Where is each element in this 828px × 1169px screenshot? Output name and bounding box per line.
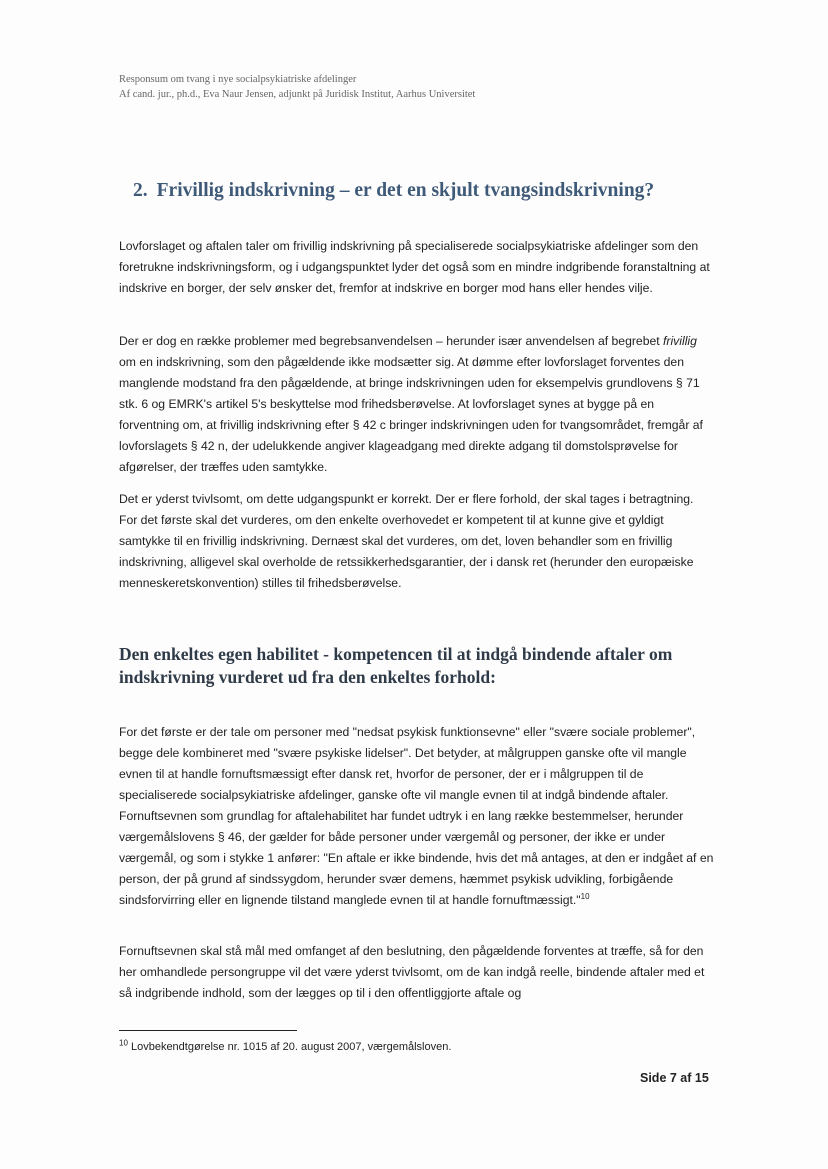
subheading: Den enkeltes egen habilitet - kompetencen til at indgå bindende aftaler om indskrivning vurderet ud fra den enkeltes forhold: [119,644,673,687]
footnote-text: Lovbekendtgørelse nr. 1015 af 20. august 2007, værgemålsloven. [130,1041,452,1053]
footnote [119,1040,451,1055]
section-heading [133,180,773,202]
page-number: Side 7 af 15 [640,1071,709,1085]
footnote-divider [119,1030,297,1031]
paragraph-2-rest: om en indskrivning, som den pågældende ikke modsætter sig. At dømme efter lovforslaget forventes den manglende modstand fra den pågældende, at bringe indskrivningen uden for eksempelvis grundlovens § 71 stk. 6 og EMRK's artikel 5's beskyttelse mod frihedsberøvelse. At lovforslaget synes at bygge på en forventning om, at frivillig indskrivning efter § 42 c bringer indskrivningen uden for tvangsområdet, fremgår af lovforslagets § 42 n, der udelukkende angiver klageadgang med direkte adgang til domstolsprøvelse for afgørelser, der træffes uden samtykke. [119,355,703,474]
paragraph-2-start: Der er dog en række problemer med begrebsanvendelsen – herunder især anvendelsen af begrebet [119,334,664,348]
section-title: Frivillig indskrivning – er det en skjult tvangsindskrivning? [156,180,655,201]
paragraph-4 [119,722,714,911]
header-author: Af cand. jur., ph.d., Eva Naur Jensen, adjunkt på Juridisk Institut, Aarhus Universitet [119,89,476,100]
footnote-reference: 10 [580,891,590,901]
footnote-number: 10 [119,1038,128,1048]
header-title: Responsum om tvang i nye socialpsykiatriske afdelinger [119,74,357,85]
running-header [119,72,475,102]
section-number: 2. [133,180,148,201]
paragraph-3: Det er yderst tvivlsomt, om dette udgangspunkt er korrekt. Der er flere forhold, der skal tages i betragtning. For det første skal det vurderes, om den enkelte overhovedet er kompetent til at kunne give et gyldigt samtykke til en frivillig indskrivning. Dernæst skal det vurderes, om det, loven behandler som en frivillig indskrivning, alligevel skal overholde de retssikkerhedsgarantier, der i dansk ret (herunder den europæiske menneskeretskonvention) stilles til frihedsberøvelse. [119,492,694,590]
paragraph-2-emphasis: frivillig [663,334,697,348]
paragraph-2 [119,331,714,478]
paragraph-5: Fornuftsevnen skal stå mål med omfanget af den beslutning, den pågældende forventes at træffe, så for den her omhandlede persongruppe vil det være yderst tvivlsomt, om de kan indgå reelle, bindende aftaler med et så indgribende indhold, som der lægges op til i den offentliggjorte aftale og [119,944,705,1000]
paragraph-4-text: For det første er der tale om personer med "nedsat psykisk funktionsevne" eller "svære sociale problemer", begge dele kombineret med "svære psykiske lidelser". Det betyder, at målgruppen ganske ofte vil mangle evnen til at handle fornuftsmæssigt efter dansk ret, hvorfor de personer, der er i målgruppen til de specialiserede socialpsykiatriske afdelinger, ganske ofte vil mangle evnen til at indgå bindende aftaler. Fornuftsevnen som grundlag for aftalehabilitet har fundet udtryk i en lang række bestemmelser, herunder værgemålslovens § 46, der gælder for både personer under værgemål og personer, der ikke er under værgemål, og som i stykke 1 anfører: "En aftale er ikke bindende, hvis det må antages, at den er indgået af en person, der på grund af sindssygdom, herunder svær demens, hæmmet psykisk udvikling, forbigående sindsforvirring eller en lignende tilstand manglede evnen til at handle fornuftmæssigt." [119,725,714,907]
paragraph-1: Lovforslaget og aftalen taler om frivillig indskrivning på specialiserede socialpsykiatriske afdelinger som den foretrukne indskrivningsform, og i udgangspunktet lyder det også som en mindre indgribende foranstaltning at indskrive en borger, der selv ønsker det, fremfor at indskrive en borger mod hans eller hendes vilje. [119,239,710,295]
